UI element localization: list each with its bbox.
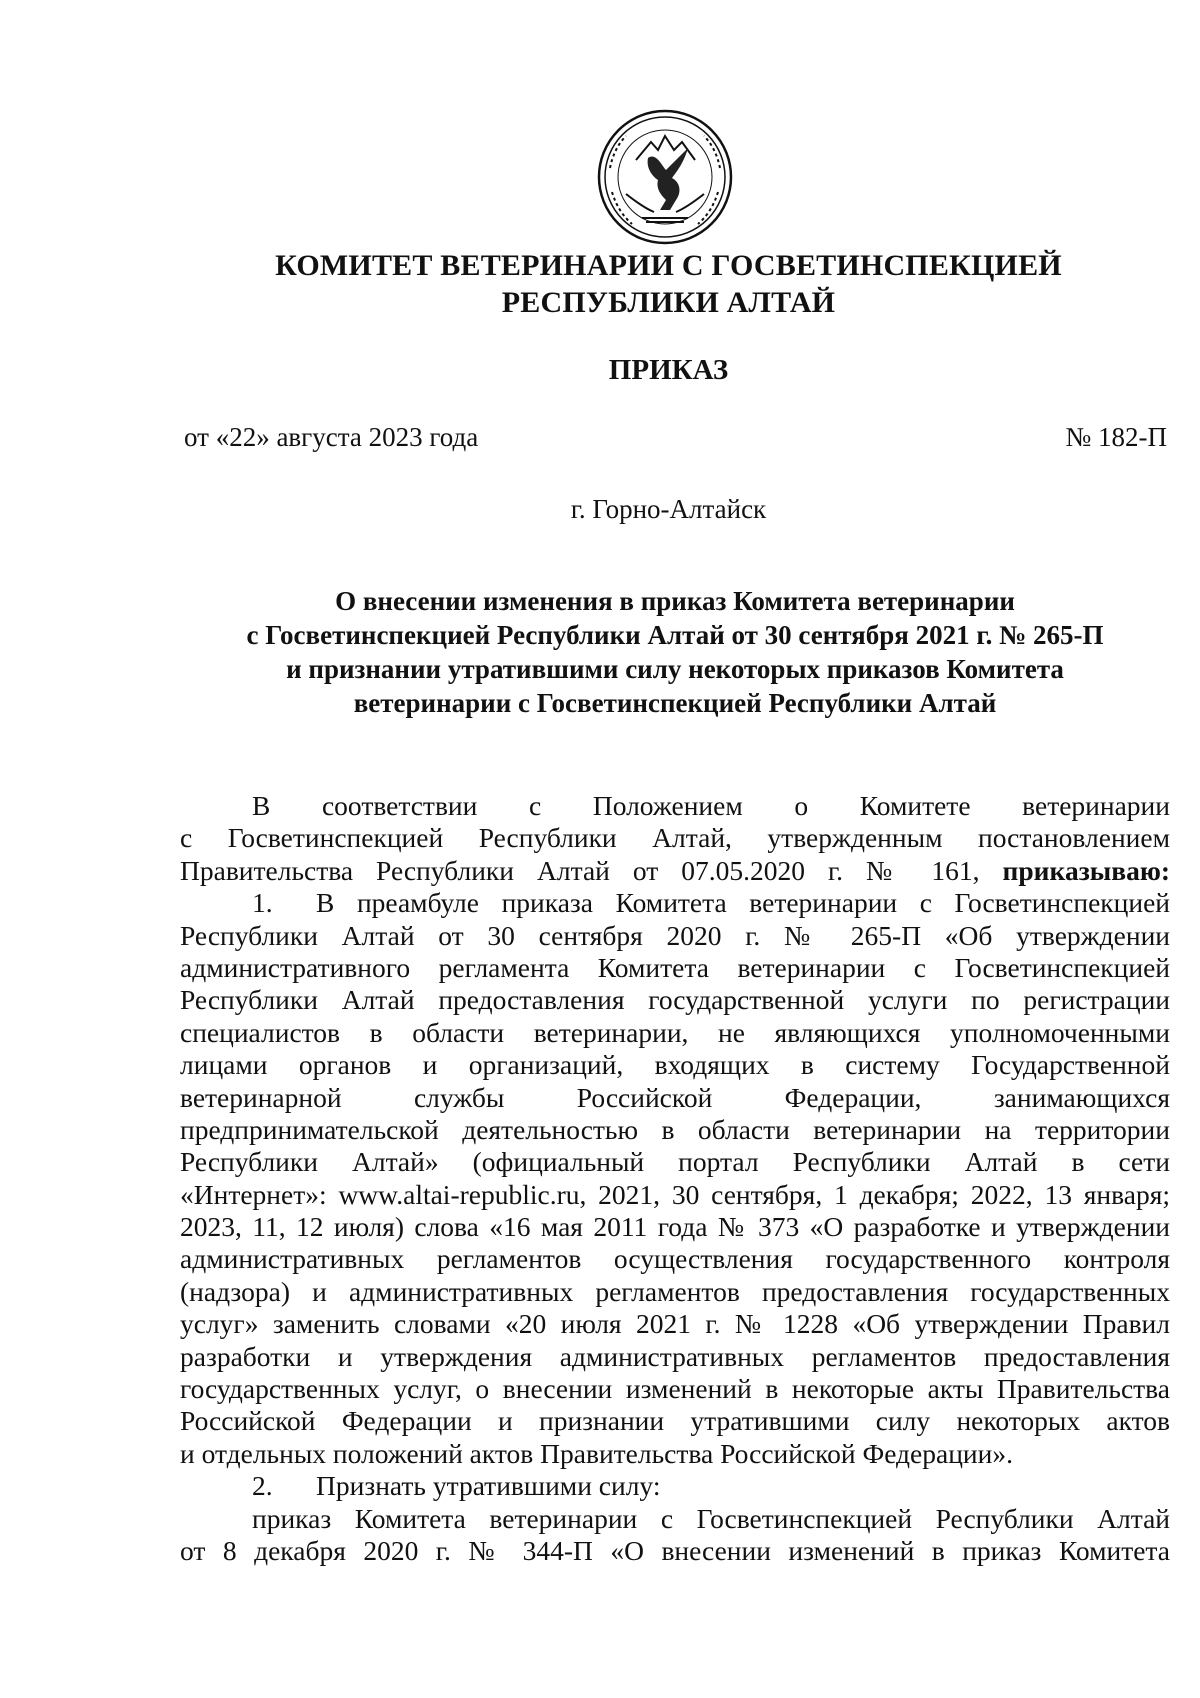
body-line: государственных услуг, о внесении изменений в некоторые акты Правительства	[180, 1373, 1170, 1405]
body-line: 2023, 11, 12 июля) слова «16 мая 2011 года № 373 «О разработке и утверждении	[180, 1211, 1170, 1243]
body-line: Российской Федерации и признании утратившими силу некоторых актов	[180, 1405, 1170, 1437]
order-verb: приказываю:	[1002, 854, 1170, 886]
body-line: с Госветинспекцией Республики Алтай, утвержденным постановлением	[180, 822, 1170, 854]
body-line: Республики Алтай предоставления государственной услуги по регистрации	[180, 984, 1170, 1016]
body-line: разработки и утверждения административных регламентов предоставления	[180, 1340, 1170, 1372]
body-line: «Интернет»: www.altai-republic.ru, 2021, 30 сентября, 1 декабря; 2022, 13 января;	[180, 1178, 1170, 1210]
body-line: административных регламентов осуществления государственного контроля	[180, 1243, 1170, 1275]
subject-line: с Госветинспекцией Республики Алтай от 30 сентября 2021 г. № 265-П	[246, 620, 1104, 650]
document-subject	[180, 584, 1170, 720]
document-body	[180, 790, 1170, 1567]
body-line: специалистов в области ветеринарии, не являющихся уполномоченными	[180, 1016, 1170, 1048]
body-line: административного регламента Комитета ветеринарии с Госветинспекцией	[180, 951, 1170, 983]
body-line	[180, 855, 1170, 887]
body-text: В преамбуле приказа Комитета ветеринарии с Госветинспекцией	[316, 887, 1170, 919]
body-line	[180, 1470, 1170, 1502]
body-line: предпринимательской деятельностью в области ветеринарии на территории	[180, 1113, 1170, 1145]
body-line: Республики Алтай от 30 сентября 2020 г. № 265-П «Об утверждении	[180, 919, 1170, 951]
body-line: ветеринарной службы Российской Федерации, занимающихся	[180, 1081, 1170, 1113]
organization-title-line1: КОМИТЕТ ВЕТЕРИНАРИИ С ГОСВЕТИНСПЕКЦИЕЙ	[275, 249, 1062, 282]
document-number: № 182-П	[1065, 422, 1167, 452]
clause-number: 2.	[252, 1470, 273, 1502]
body-line: и отдельных положений актов Правительства Российской Федерации».	[180, 1437, 1013, 1469]
body-text: Признать утратившими силу:	[316, 1470, 661, 1502]
body-text: Правительства Республики Алтай от 07.05.2020 г. № 161,	[180, 854, 1003, 886]
body-line: лицами органов и организаций, входящих в систему Государственной	[180, 1049, 1170, 1081]
body-line: Республики Алтай» (официальный портал Республики Алтай в сети	[180, 1146, 1170, 1178]
body-line: В соответствии с Положением о Комитете ветеринарии	[252, 790, 1170, 821]
document-date: от «22» августа 2023 года	[184, 422, 479, 452]
body-line: (надзора) и административных регламентов предоставления государственных	[180, 1275, 1170, 1307]
document-city: г. Горно-Алтайск	[570, 494, 767, 524]
body-line: приказ Комитета ветеринарии с Госветинспекцией Республики Алтай	[252, 1502, 1170, 1534]
body-line: от 8 декабря 2020 г. № 344-П «О внесении изменений в приказ Комитета	[180, 1534, 1170, 1566]
subject-line: О внесении изменения в приказ Комитета ветеринарии	[335, 586, 1015, 616]
document-type: ПРИКАЗ	[608, 354, 729, 386]
subject-line: и признании утратившими силу некоторых приказов Комитета	[286, 654, 1064, 684]
coat-of-arms-emblem	[596, 108, 734, 246]
subject-line: ветеринарии с Госветинспекцией Республики Алтай	[353, 688, 997, 718]
body-line: услуг» заменить словами «20 июля 2021 г. № 1228 «Об утверждении Правил	[180, 1308, 1170, 1340]
body-line	[180, 887, 1170, 919]
organization-title-line2: РЕСПУБЛИКИ АЛТАЙ	[501, 286, 836, 319]
clause-number: 1.	[252, 887, 273, 919]
